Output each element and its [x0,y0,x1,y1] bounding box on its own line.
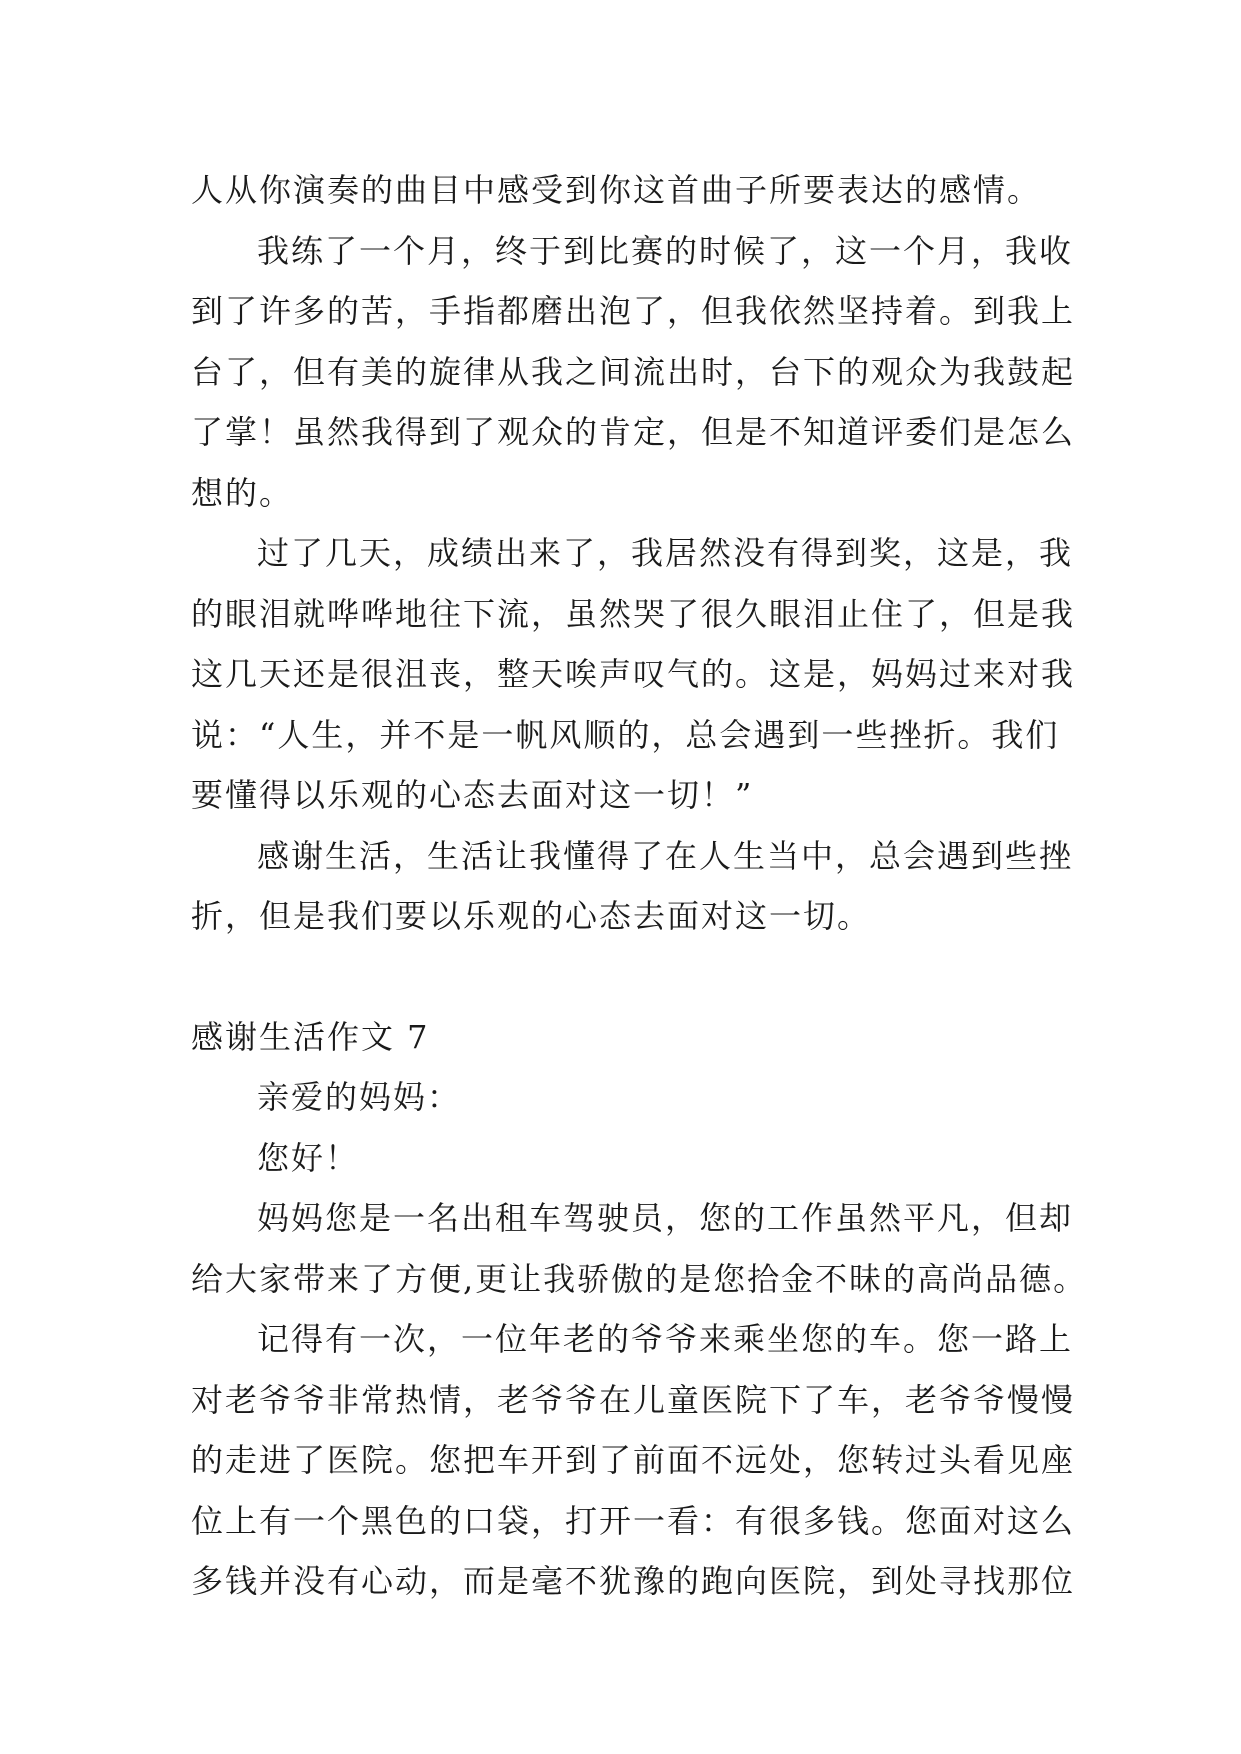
text-line: 感谢生活，生活让我懂得了在人生当中，总会遇到些挫 [257,836,1074,875]
text-line: 的走进了医院。您把车开到了前面不远处，您转过头看见座 [191,1441,1076,1479]
text-line: 我练了一个月，终于到比赛的时候了，这一个月，我收 [257,231,1074,270]
text-line: 台了，但有美的旋律从我之间流出时，台下的观众为我鼓起 [191,352,1076,391]
text-line: 折，但是我们要以乐观的心态去面对这一切。 [191,897,872,935]
paragraph-1 [191,160,1051,221]
text-line: 您好！ [257,1138,360,1177]
text-line: 多钱并没有心动，而是毫不犹豫的跑向医院，到处寻找那位 [191,1562,1076,1600]
text-line: 记得有一次，一位年老的爷爷来乘坐您的车。您一路上 [257,1320,1074,1358]
section-heading: 感谢生活作文 7 [191,1017,430,1056]
text-line: 到了许多的苦，手指都磨出泡了，但我依然坚持着。到我上 [191,292,1076,330]
text-line: 过了几天，成绩出来了，我居然没有得到奖，这是，我 [257,534,1074,572]
document-body [191,160,1088,1612]
paragraph-3 [191,523,1076,826]
text-line: 这几天还是很沮丧，整天唉声叹气的。这是，妈妈过来对我 [191,655,1076,693]
letter-greeting [191,1067,1051,1128]
text-line: 亲爱的妈妈： [257,1078,462,1116]
text-line: 人从你演奏的曲目中感受到你这首曲子所要表达的感情。 [191,171,1042,209]
text-line: 要懂得以乐观的心态去面对这一切！” [191,776,754,814]
paragraph-5 [191,1188,1088,1309]
text-line: 给大家带来了方便,更让我骄傲的是您拾金不昧的高尚品德。 [191,1259,1088,1298]
text-line: 位上有一个黑色的口袋，打开一看：有很多钱。您面对这么 [191,1501,1076,1540]
text-line: 了掌！虽然我得到了观众的肯定，但是不知道评委们是怎么 [191,413,1076,451]
paragraph-2 [191,221,1076,524]
text-line: 想的。 [191,473,294,512]
text-line: 妈妈您是一名出租车驾驶员，您的工作虽然平凡，但却 [257,1199,1074,1237]
text-line: 说：“人生，并不是一帆风顺的，总会遇到一些挫折。我们 [191,715,1060,754]
text-line: 的眼泪就哗哗地往下流，虽然哭了很久眼泪止住了，但是我 [191,594,1076,633]
letter-salutation [191,1128,1051,1189]
paragraph-6 [191,1309,1076,1612]
section-gap [191,947,1051,1007]
paragraph-4 [191,826,1074,947]
text-line: 对老爷爷非常热情，老爷爷在儿童医院下了车，老爷爷慢慢 [191,1380,1076,1419]
